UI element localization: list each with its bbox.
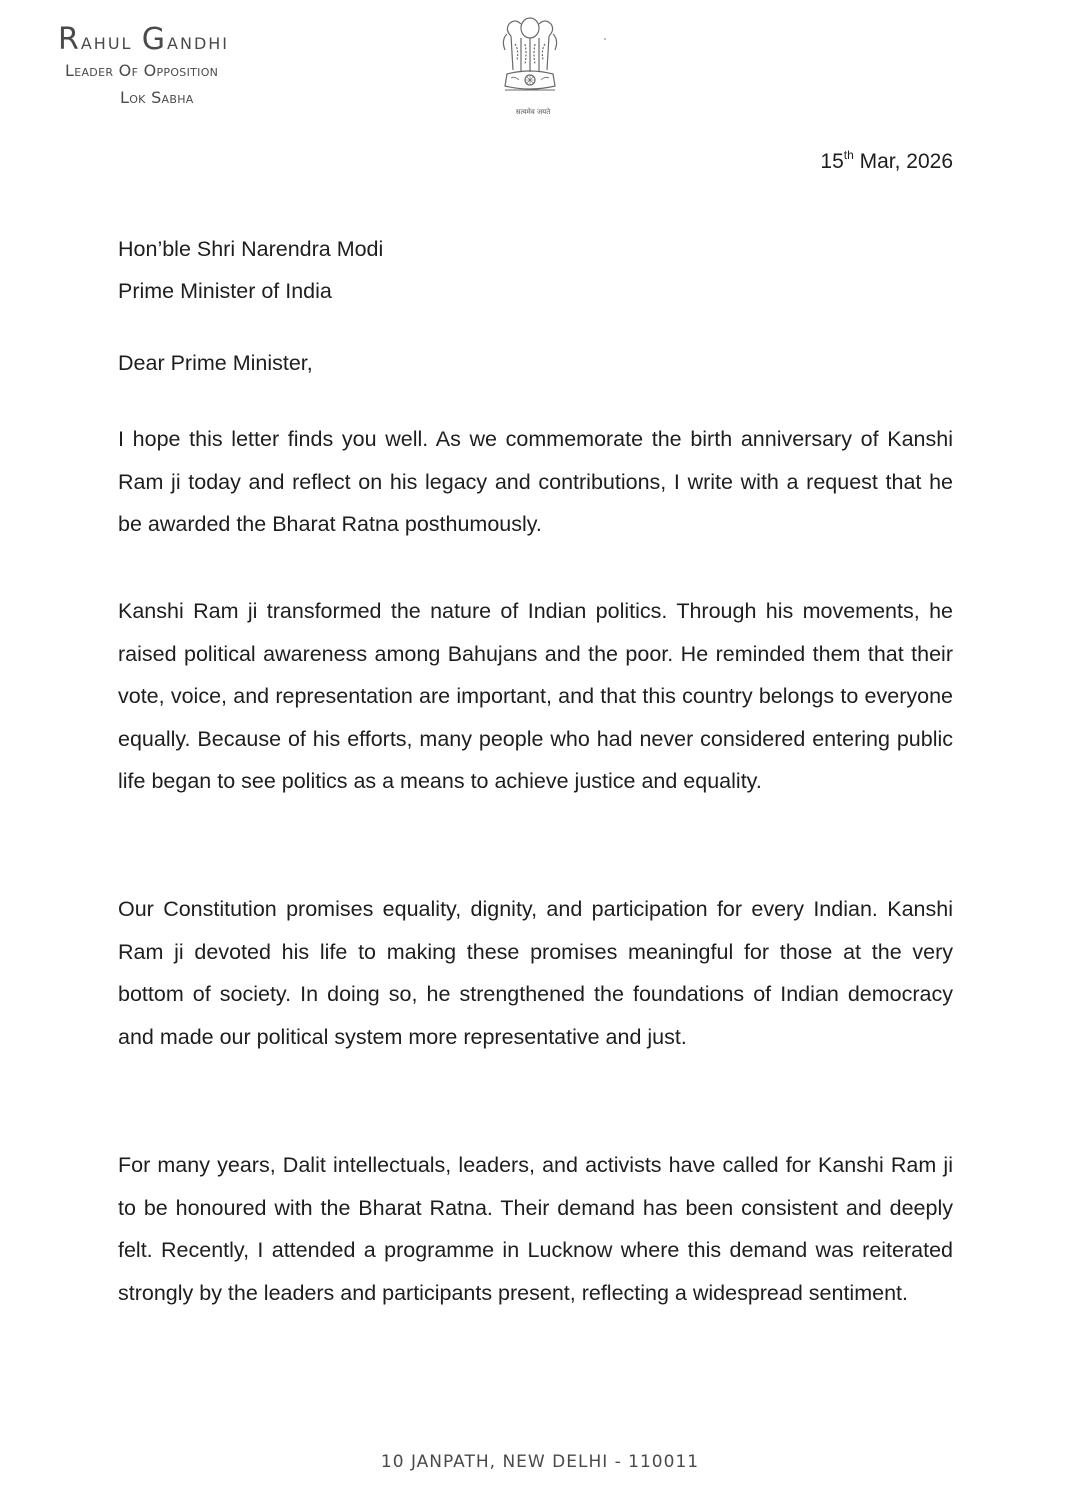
- sender-house: [120, 88, 194, 107]
- house-part: abha: [161, 88, 194, 107]
- sender-title: [65, 61, 218, 80]
- house-part: ok: [129, 88, 152, 107]
- name-rest: ahul: [80, 29, 133, 55]
- title-part: O: [118, 61, 132, 80]
- paragraph-2: Kanshi Ram ji transformed the nature of Indian politics. Through his movements, he raised political awareness among Bahujans and the poor. He reminded them that their vote, voice, and representation are important, and that this country belongs to everyone equally. Because of his efforts, many people who had never considered entering public life began to see politics as a means to achieve justice and equality.: [118, 599, 953, 793]
- paragraph-3: Our Constitution promises equality, dignity, and participation for every Indian. Kanshi Ram ji devoted his life to making these promises meaningful for those at the very bottom of society. In doing so, he strengthened the foundations of Indian democracy and made our political system more representative and just.: [118, 897, 953, 1049]
- national-emblem-icon: [497, 10, 567, 122]
- paragraph-4: For many years, Dalit intellectuals, leaders, and activists have called for Kanshi Ram ji to be honoured with the Bharat Ratna. Their demand has been consistent and deeply felt. Recently, I attended a programme in Lucknow where this demand was reiterated strongly by the leaders and participants present, reflecting a widespread sentiment.: [118, 1153, 953, 1305]
- footer-address: 10 JANPATH, NEW DELHI - 110011: [380, 1452, 700, 1472]
- date-month-year: Mar, 2026: [853, 150, 953, 173]
- sender-name: [58, 22, 229, 57]
- lion-capital-icon: [497, 10, 563, 110]
- salutation: Dear Prime Minister,: [118, 351, 313, 375]
- name-initial: R: [58, 22, 81, 57]
- surname-rest: andhi: [167, 29, 230, 55]
- paragraph-1: I hope this letter finds you well. As we commemorate the birth anniversary of Kanshi Ram ji today and reflect on his legacy and contributions, I write with a request that he be awarded the Bharat Ratna posthumously.: [118, 427, 953, 536]
- letter-date: [820, 148, 953, 174]
- title-part: f: [131, 61, 144, 80]
- title-part: eader: [74, 61, 119, 80]
- title-part: pposition: [156, 61, 219, 80]
- house-part: L: [120, 88, 130, 107]
- house-part: S: [151, 88, 162, 107]
- date-suffix: th: [843, 148, 854, 162]
- recipient-address: [118, 228, 953, 312]
- surname-initial: G: [141, 22, 168, 57]
- recipient-title: Prime Minister of India: [118, 279, 332, 303]
- title-part: L: [65, 61, 75, 80]
- emblem-motto: सत्यमेव जयते: [515, 108, 551, 116]
- title-part: O: [143, 61, 157, 80]
- scan-speck: [604, 38, 606, 40]
- recipient-name: Hon’ble Shri Narendra Modi: [118, 237, 384, 261]
- date-day: 15: [820, 150, 844, 173]
